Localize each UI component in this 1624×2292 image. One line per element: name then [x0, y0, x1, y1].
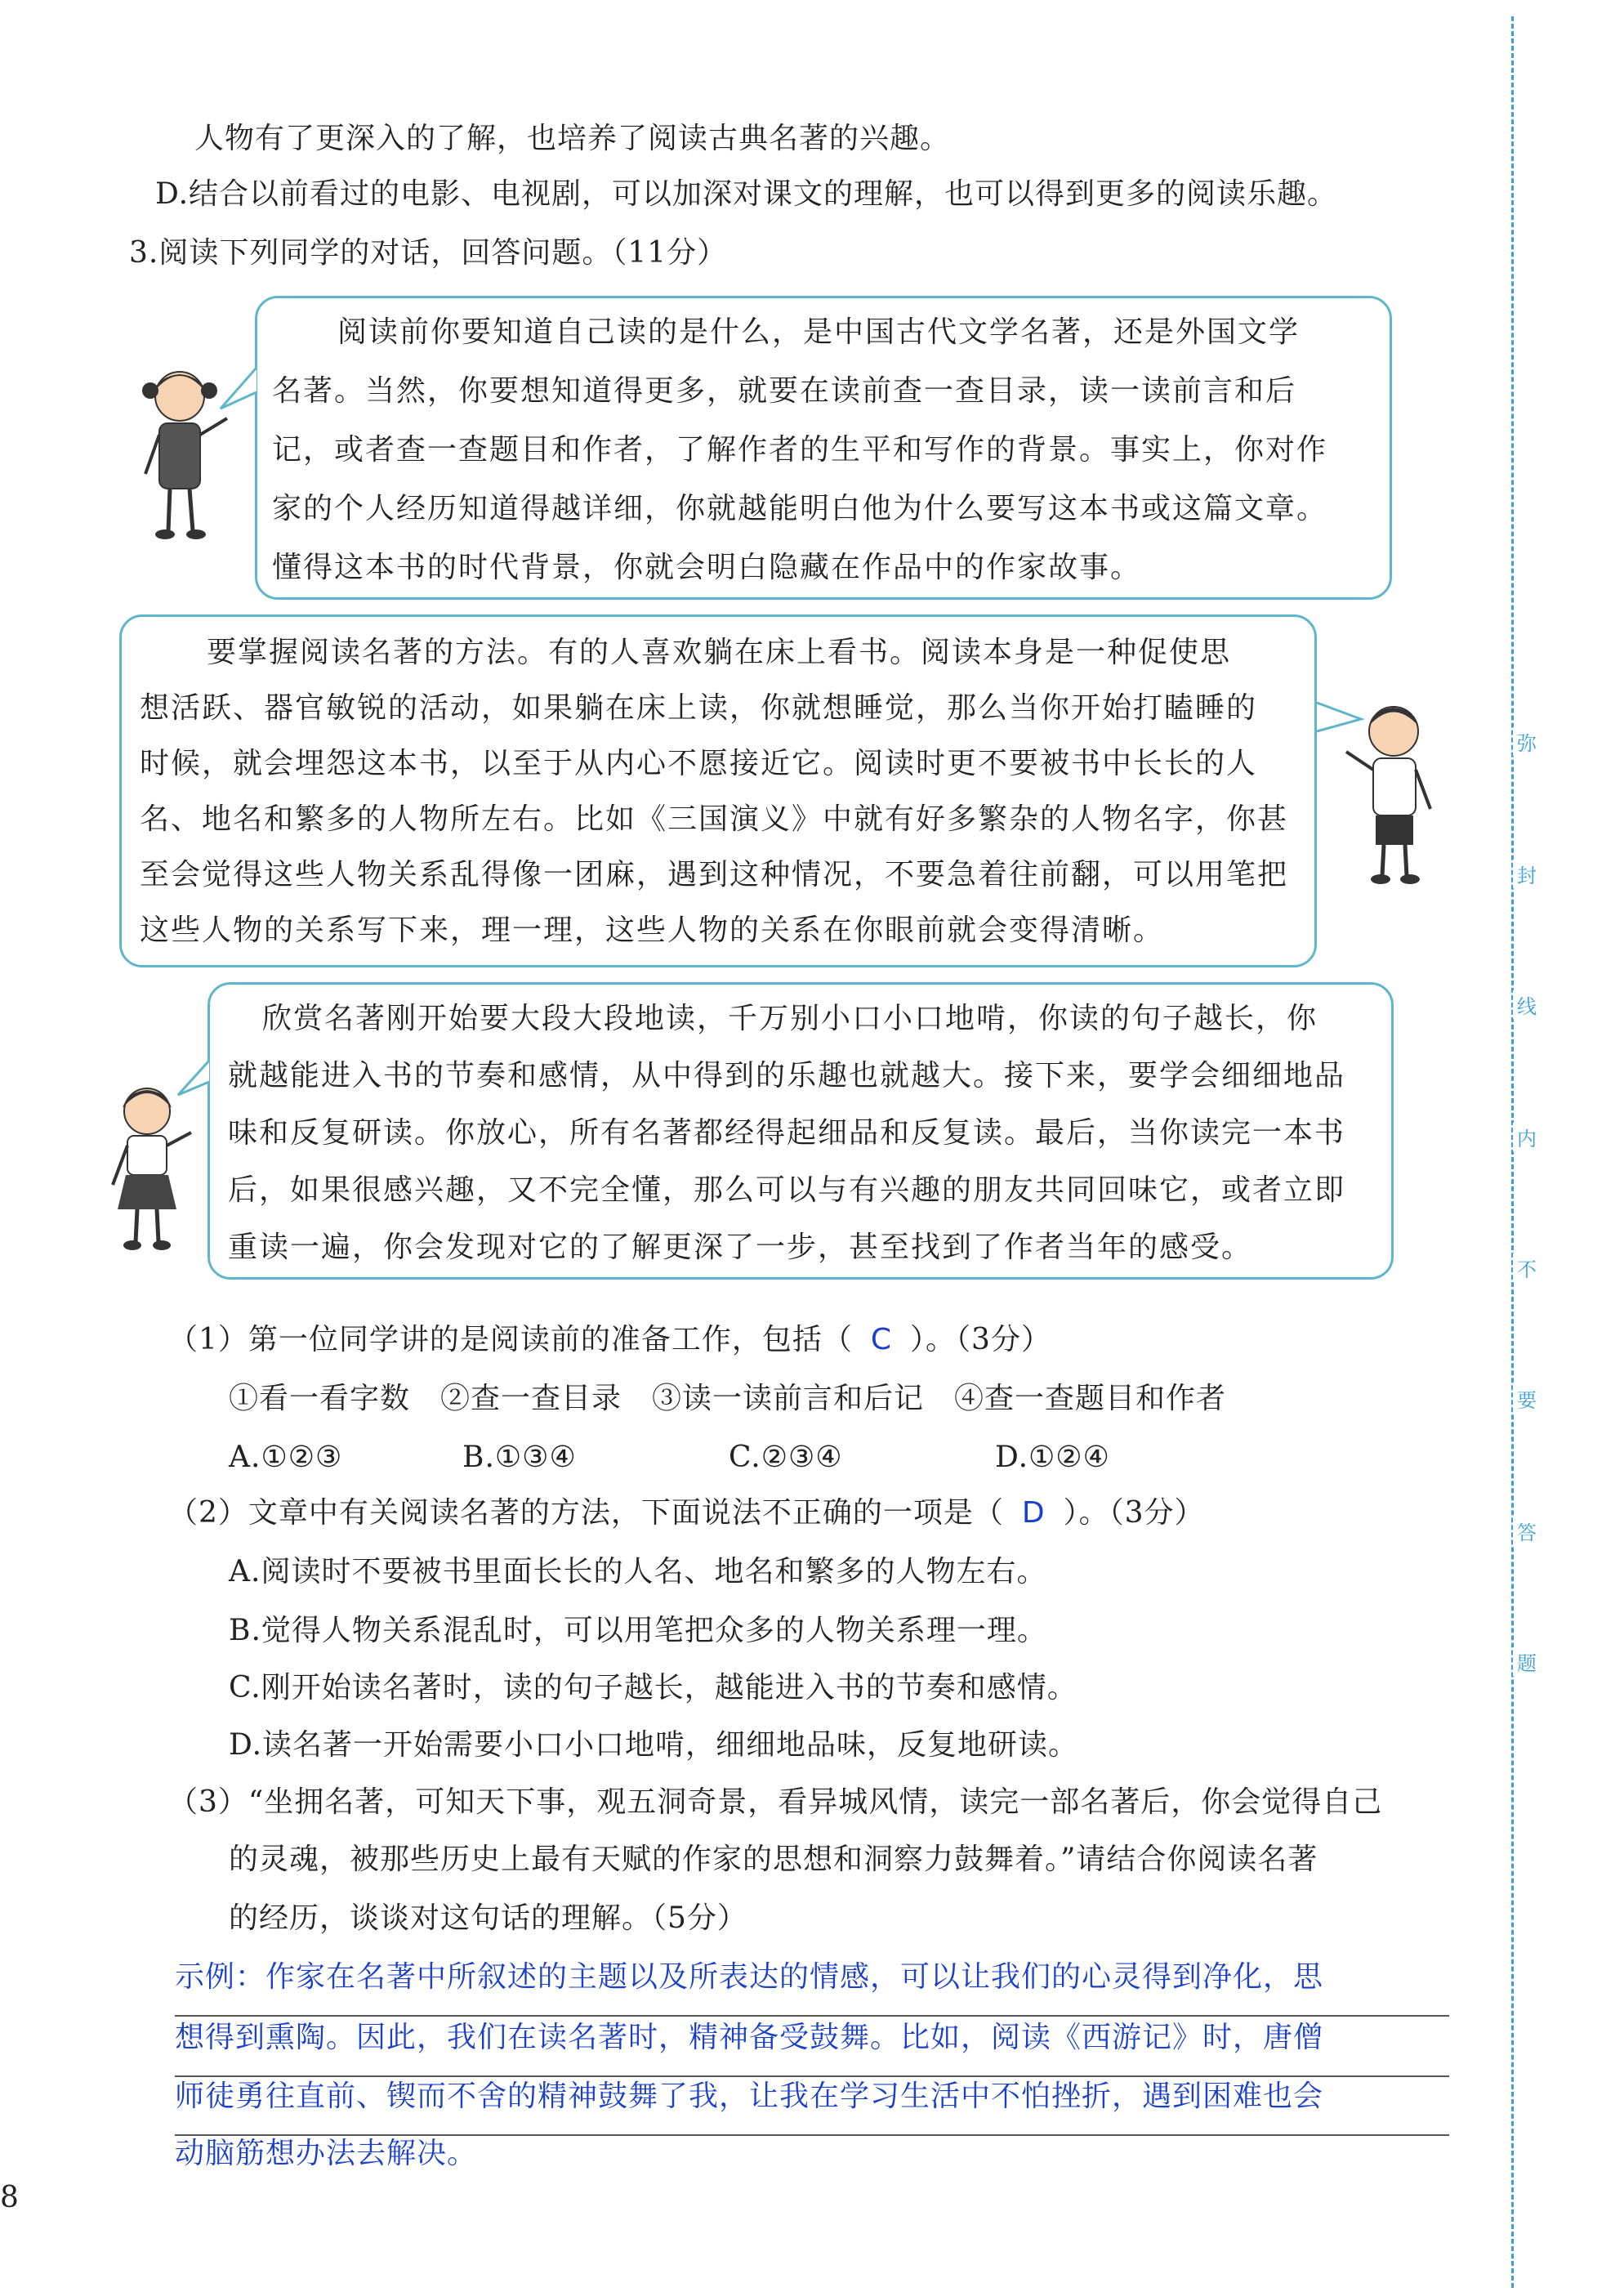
bubble1-line: 懂得这本书的时代背景，你就会明白隐藏在作品中的作家故事。 [272, 551, 1142, 584]
q1-answer: C [870, 1323, 893, 1356]
bubble2-line: 想活跃、器官敏锐的活动，如果躺在床上读，你就想睡觉，那么当你开始打瞌睡的 [140, 691, 1258, 725]
q3-answer-line: 师徒勇往直前、锲而不舍的精神鼓舞了我，让我在学习生活中不怕挫折，遇到困难也会 [175, 2080, 1324, 2113]
q1-option-d: D.①②④ [995, 1441, 1110, 1474]
bubble1-line: 家的个人经历知道得越详细，你就越能明白他为什么要写这本书或这篇文章。 [272, 492, 1328, 525]
seal-line-char: 封 [1513, 860, 1541, 888]
q3-stem-line: 的灵魂，被那些历史上最有天赋的作家的思想和洞察力鼓舞着。”请结合你阅读名著 [229, 1843, 1318, 1876]
seal-line-char: 弥 [1513, 727, 1541, 756]
q2-option-b: B.觉得人物关系混乱时，可以用笔把众多的人物关系理一理。 [229, 1614, 1047, 1647]
bubble2-line: 至会觉得这些人物关系乱得像一团麻，遇到这种情况，不要急着往前翻，可以用笔把 [140, 858, 1289, 891]
bubble1-line: 名著。当然，你要想知道得更多，就要在读前查一查目录，读一读前言和后 [272, 374, 1297, 408]
page-number: 8 [0, 2181, 20, 2214]
speech-bubble-3 [207, 982, 1394, 1280]
q3-answer-line: 想得到熏陶。因此，我们在读名著时，精神备受鼓舞。比如，阅读《西游记》时，唐僧 [175, 2021, 1324, 2054]
q1-option-a: A.①②③ [229, 1441, 343, 1474]
q3-answer-line: 动脑筋想办法去解决。 [175, 2137, 478, 2170]
q1-option-c: C.②③④ [729, 1441, 843, 1474]
q3-stem-line: 的经历，谈谈对这句话的理解。（5分） [229, 1901, 747, 1935]
bubble3-line: 味和反复研读。你放心，所有名著都经得起细品和反复读。最后，当你读完一本书 [228, 1116, 1346, 1150]
bubble2-line: 这些人物的关系写下来，理一理，这些人物的关系在你眼前就会变得清晰。 [140, 914, 1165, 947]
q1-items: ①看一看字数 ②查一查目录 ③读一读前言和后记 ④查一查题目和作者 [229, 1382, 1227, 1415]
girl-illustration-icon [101, 1079, 199, 1258]
seal-line-char: 题 [1513, 1647, 1541, 1676]
seal-line-char: 答 [1513, 1517, 1541, 1545]
speech-bubble-1 [255, 296, 1392, 600]
bubble2-line: 名、地名和繁多的人物所左右。比如《三国演义》中就有好多繁杂的人物名字，你甚 [140, 802, 1289, 836]
continuation-line: 人物有了更深入的了解，也培养了阅读古典名著的兴趣。 [194, 122, 951, 155]
girl-illustration-icon [131, 360, 237, 547]
q2-answer: D [1021, 1496, 1046, 1530]
q2-option-a: A.阅读时不要被书里面长长的人名、地名和繁多的人物左右。 [229, 1555, 1047, 1588]
bubble2-line: 时候，就会埋怨这本书，以至于从内心不愿接近它。阅读时更不要被书中长长的人 [140, 747, 1258, 780]
question3-title: 3.阅读下列同学的对话，回答问题。（11分） [129, 236, 728, 270]
bubble3-line: 就越能进入书的节奏和感情，从中得到的乐趣也就越大。接下来，要学会细细地品 [228, 1059, 1346, 1092]
bubble2-line: 要掌握阅读名著的方法。有的人喜欢躺在床上看书。阅读本身是一种促使思 [207, 636, 1232, 669]
q3-stem-line: （3）“坐拥名著，可知天下事，观五洞奇景，看异城风情，读完一部名著后，你会觉得自己 [168, 1785, 1383, 1819]
bubble3-line: 欣赏名著刚开始要大段大段地读，千万别小口小口地啃，你读的句子越长，你 [262, 1002, 1318, 1035]
q2-option-d: D.读名著一开始需要小口小口地啃，细细地品味，反复地研读。 [229, 1728, 1079, 1762]
q2-stem: （2）文章中有关阅读名著的方法，下面说法不正确的一项是（ D ）。（3分） [168, 1496, 1205, 1530]
seal-line-char: 线 [1513, 990, 1541, 1019]
seal-line-char: 不 [1513, 1253, 1541, 1282]
seal-line-char: 内 [1513, 1123, 1541, 1151]
q1-stem: （1）第一位同学讲的是阅读前的准备工作，包括（ C ）。（3分） [168, 1323, 1051, 1356]
boy-illustration-icon [1336, 695, 1443, 891]
option-d-line: D.结合以前看过的电影、电视剧，可以加深对课文的理解，也可以得到更多的阅读乐趣。 [155, 177, 1338, 211]
speech-bubble-2 [119, 614, 1317, 967]
bubble1-line: 记，或者查一查题目和作者，了解作者的生平和写作的背景。事实上，你对作 [272, 433, 1328, 467]
bubble1-line: 阅读前你要知道自己读的是什么，是中国古代文学名著，还是外国文学 [337, 315, 1301, 349]
q2-option-c: C.刚开始读名著时，读的句子越长，越能进入书的节奏和感情。 [229, 1671, 1077, 1704]
bubble3-line: 重读一遍，你会发现对它的了解更深了一步，甚至找到了作者当年的感受。 [228, 1231, 1253, 1264]
answer-rule [175, 2015, 1449, 2017]
bubble3-line: 后，如果很感兴趣，又不完全懂，那么可以与有兴趣的朋友共同回味它，或者立即 [228, 1173, 1346, 1207]
q1-option-b: B.①③④ [462, 1441, 577, 1474]
q3-answer-line: 示例：作家在名著中所叙述的主题以及所表达的情感，可以让我们的心灵得到净化，思 [175, 1960, 1324, 1994]
seal-line-char: 要 [1513, 1384, 1541, 1413]
seal-line-dashed [1511, 16, 1514, 2288]
